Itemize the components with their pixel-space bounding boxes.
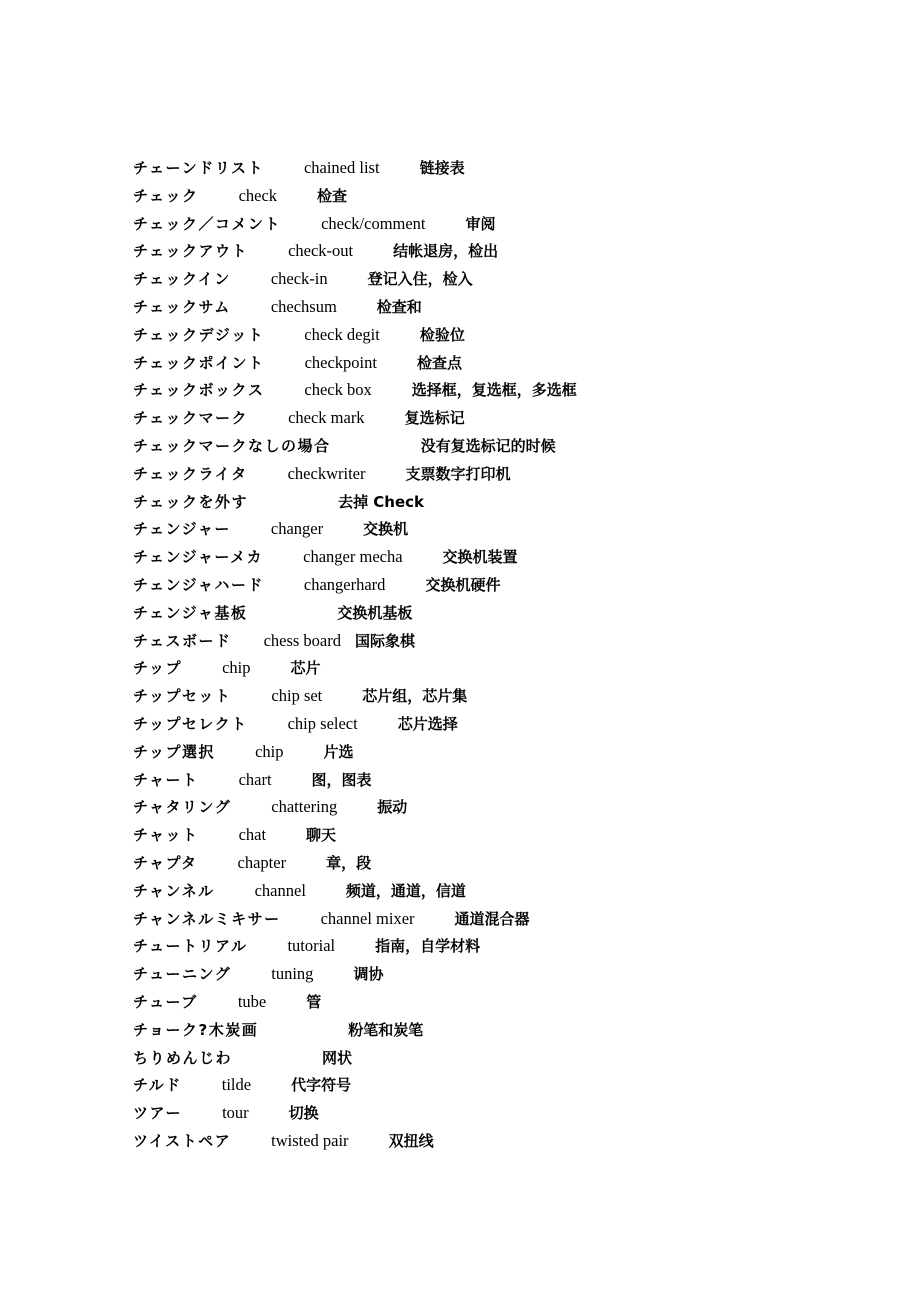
japanese-term: チップ選択 [133, 742, 216, 761]
japanese-term: チェーンドリスト [133, 159, 264, 177]
chinese-term: 交换机 [363, 520, 409, 539]
glossary-entry [133, 654, 893, 682]
japanese-term: チャンネルミキサー [133, 909, 281, 928]
chinese-term: 交换机硬件 [425, 575, 501, 594]
glossary-entry [133, 210, 893, 238]
english-term: chained list [303, 158, 380, 177]
japanese-term: チャタリング [133, 798, 232, 817]
chinese-term: 调协 [353, 965, 384, 984]
chinese-term: 章，段 [326, 853, 372, 872]
english-term: checkwriter [287, 463, 366, 483]
chinese-term: 链接表 [419, 159, 465, 177]
glossary-entry [133, 154, 893, 182]
japanese-term: チェックデジット [133, 325, 265, 344]
glossary-entry [133, 182, 893, 210]
glossary-entry [133, 1127, 893, 1155]
english-term: chechsum [270, 296, 337, 316]
japanese-term: チップセット [133, 687, 232, 706]
english-term: changer [270, 519, 324, 539]
glossary-entry [133, 265, 893, 293]
english-term: tube [237, 991, 267, 1011]
glossary-entry [133, 488, 893, 516]
japanese-term: チェックポイント [133, 353, 265, 372]
chinese-term: 没有复选标记的时候 [420, 436, 556, 455]
chinese-term: 检验位 [419, 325, 465, 344]
japanese-term: チャンネル [133, 881, 215, 900]
japanese-term: チャット [133, 826, 199, 845]
chinese-term: 检查点 [416, 353, 462, 372]
japanese-term: チップ [133, 659, 183, 678]
chinese-term: 芯片选择 [397, 714, 458, 733]
japanese-term: チェックマーク [133, 409, 249, 428]
japanese-term: チャプタ [133, 853, 198, 872]
english-term: chat [238, 825, 267, 845]
japanese-term: チェックサム [133, 297, 231, 316]
glossary-entry [133, 932, 893, 960]
glossary-entry [133, 1099, 893, 1127]
glossary-entry [133, 349, 893, 377]
english-term: chess board [263, 630, 341, 650]
english-term: chattering [271, 797, 338, 817]
chinese-term: 通道混合器 [454, 909, 530, 928]
japanese-term: チャート [133, 770, 199, 789]
chinese-term: 频道，通道，信道 [345, 881, 466, 900]
english-term: chart [238, 769, 272, 789]
japanese-term: チェックイン [133, 270, 231, 289]
japanese-term: チューニング [133, 965, 232, 984]
glossary-entry [133, 293, 893, 321]
chinese-term: 国际象棋 [355, 631, 416, 650]
glossary-entry [133, 766, 893, 794]
glossary-entry [133, 376, 893, 404]
chinese-term: 粉笔和炭笔 [348, 1020, 424, 1039]
english-term: tilde [221, 1075, 252, 1095]
chinese-term: 芯片 [290, 659, 321, 678]
glossary-entry [133, 237, 893, 265]
japanese-term: チェック [133, 186, 199, 205]
glossary-entry [133, 1071, 893, 1099]
japanese-term: チェックマークなしの場合 [133, 436, 331, 455]
japanese-term: チェンジャ基板 [133, 603, 248, 622]
japanese-term: チェンジャー [133, 520, 231, 539]
chinese-term: 双扭线 [388, 1131, 434, 1150]
chinese-term: 复选标记 [404, 409, 465, 428]
english-term: channel mixer [320, 908, 415, 928]
japanese-term: チルド [133, 1076, 182, 1095]
chinese-term: 片选 [323, 742, 354, 761]
glossary-entry [133, 404, 893, 432]
english-term: check-in [270, 269, 328, 289]
glossary-entry [133, 571, 893, 599]
chinese-term: 交换机装置 [442, 548, 518, 567]
chinese-term: 交换机基板 [337, 603, 413, 622]
chinese-term: 管 [306, 992, 322, 1011]
chinese-term: 去掉 Check [338, 492, 425, 511]
english-term: tuning [271, 964, 314, 984]
japanese-term: チェックライタ [133, 464, 248, 483]
english-term: changerhard [303, 574, 386, 594]
chinese-term: 切换 [288, 1104, 319, 1123]
glossary-entry [133, 460, 893, 488]
english-term: check degit [304, 324, 380, 344]
chinese-term: 审阅 [465, 214, 496, 233]
chinese-term: 支票数字打印机 [405, 464, 511, 483]
glossary-entry [133, 988, 893, 1016]
english-term: chip set [271, 686, 323, 706]
japanese-term: チェックアウト [133, 242, 249, 261]
english-term: check-out [288, 241, 354, 261]
chinese-term: 图，图表 [311, 770, 372, 789]
chinese-term: 登记入住，检入 [367, 270, 473, 289]
japanese-term: ちりめんじわ [133, 1048, 233, 1067]
japanese-term: チョーク?木炭画 [133, 1020, 259, 1039]
glossary-list [133, 154, 893, 1155]
english-term: checkpoint [304, 352, 377, 372]
glossary-entry [133, 821, 893, 849]
english-term: chip select [287, 713, 358, 733]
chinese-term: 代字符号 [291, 1076, 352, 1095]
chinese-term: 检查 [317, 186, 348, 205]
glossary-entry [133, 432, 893, 460]
glossary-entry [133, 877, 893, 905]
glossary-entry [133, 543, 893, 571]
english-term: tutorial [287, 936, 336, 956]
english-term: twisted pair [271, 1130, 349, 1150]
english-term: changer mecha [303, 547, 403, 567]
japanese-term: チューブ [133, 992, 198, 1011]
english-term: check box [304, 380, 372, 400]
chinese-term: 振动 [377, 798, 408, 817]
glossary-entry [133, 793, 893, 821]
glossary-entry [133, 682, 893, 710]
chinese-term: 聊天 [306, 826, 337, 845]
english-term: tour [222, 1103, 249, 1123]
glossary-entry [133, 905, 893, 933]
japanese-term: チュートリアル [133, 937, 248, 956]
glossary-entry [133, 599, 893, 627]
english-term: chip [222, 658, 251, 678]
glossary-entry [133, 1016, 893, 1044]
chinese-term: 芯片组，芯片集 [362, 687, 468, 706]
english-term: channel [254, 880, 306, 900]
english-term: check [238, 185, 278, 205]
japanese-term: チェック／コメント [133, 214, 282, 233]
japanese-term: チェスボード [133, 631, 232, 650]
glossary-entry [133, 627, 893, 655]
glossary-entry [133, 849, 893, 877]
chinese-term: 指南，自学材料 [375, 937, 481, 956]
chinese-term: 选择框，复选框，多选框 [411, 381, 577, 400]
japanese-term: チェックボックス [133, 381, 265, 400]
japanese-term: チェンジャーメカ [133, 548, 264, 567]
glossary-entry [133, 321, 893, 349]
japanese-term: チェンジャハード [133, 575, 264, 594]
glossary-entry [133, 738, 893, 766]
glossary-entry [133, 960, 893, 988]
english-term: chip [255, 741, 284, 761]
chinese-term: 结帐退房，检出 [393, 242, 499, 261]
glossary-entry [133, 1044, 893, 1072]
english-term: chapter [237, 852, 287, 872]
chinese-term: 网状 [322, 1048, 353, 1067]
japanese-term: ツイストペア [133, 1131, 232, 1150]
glossary-entry [133, 710, 893, 738]
japanese-term: チップセレクト [133, 714, 248, 733]
japanese-term: チェックを外す [133, 492, 249, 511]
glossary-entry [133, 515, 893, 543]
english-term: check/comment [321, 213, 426, 233]
chinese-term: 检查和 [376, 297, 422, 316]
japanese-term: ツアー [133, 1104, 183, 1123]
english-term: check mark [288, 408, 365, 428]
